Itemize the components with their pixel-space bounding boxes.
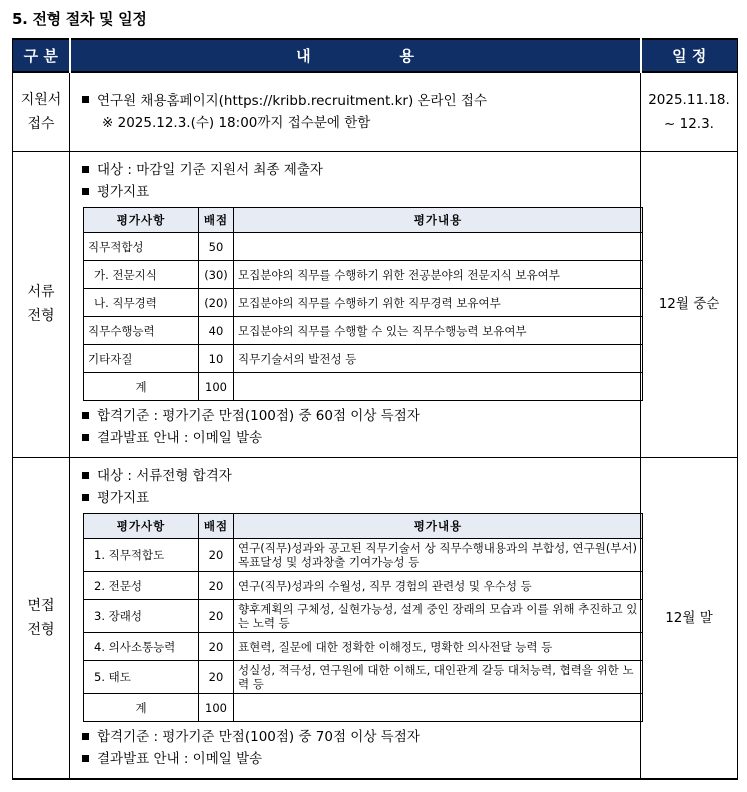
bullet-item: 평가지표: [70, 487, 640, 509]
date-interview: 12월 말: [641, 457, 738, 779]
date-application: 2025.11.18. ~ 12.3.: [641, 72, 738, 151]
header-category: 구 분: [13, 39, 70, 72]
note-text: ※ 2025.12.3.(수) 18:00까지 접수분에 한함: [102, 114, 371, 131]
table-row: 4. 의사소통능력 20 표현력, 질문에 대한 정확한 이해정도, 명확한 의사전달 능력 등: [84, 633, 643, 661]
bullet-icon: [82, 188, 89, 195]
table-row: 1. 직무적합도 20 연구(직무)성과와 공고된 직무기술서 상 직무수행내용과의 부합성, 연구원(부서) 목표달성 및 성과창출 기여가능성 등: [84, 539, 643, 572]
header-schedule: 일 정: [641, 39, 738, 72]
content-interview: [70, 457, 641, 779]
table-row: 3. 장래성 20 향후계획의 구체성, 실현가능성, 설계 중인 장래의 모습과 이를 위해 추진하고 있는 노력 등: [84, 600, 643, 633]
bullet-icon: [82, 166, 89, 173]
document-evaluation-table: [83, 207, 643, 401]
category-document: 서류 전형: [13, 151, 70, 457]
bullet-icon: [82, 733, 89, 740]
table-header-item: 평가사항: [84, 208, 199, 233]
table-header-score: 배점: [199, 208, 234, 233]
row-document: [13, 151, 738, 457]
bullet-item: 결과발표 안내 : 이메일 발송: [70, 748, 640, 770]
table-row-total: 계 100: [84, 694, 643, 722]
table-row: 기타자질 10 직무기술서의 발전성 등: [84, 345, 643, 373]
bullet-item: 연구원 채용홈페이지(https://kribb.recruitment.kr) 온라인 접수: [70, 90, 640, 112]
bullet-icon: [82, 494, 89, 501]
interview-evaluation-table: [83, 513, 643, 722]
content-document: [70, 151, 641, 457]
date-document: 12월 중순: [641, 151, 738, 457]
row-interview: [13, 457, 738, 779]
bullet-item: 합격기준 : 평가기준 만점(100점) 중 60점 이상 득점자: [70, 405, 640, 427]
row-application: [13, 72, 738, 151]
bullet-item: 대상 : 마감일 기준 지원서 최종 제출자: [70, 159, 640, 181]
bullet-item: 평가지표: [70, 181, 640, 203]
table-row: 2. 전문성 20 연구(직무)성과의 수월성, 직무 경험의 관련성 및 우수성 등: [84, 572, 643, 600]
header-row: [13, 39, 738, 72]
section-title: 5. 전형 절차 및 일정: [12, 10, 147, 28]
bullet-icon: [82, 96, 89, 103]
table-header-item: 평가사항: [84, 514, 199, 539]
table-row: 가. 전문지식 (30) 모집분야의 직무를 수행하기 위한 전공분야의 전문지식 보유여부: [84, 261, 643, 289]
table-header-desc: 평가내용: [234, 208, 643, 233]
bullet-icon: [82, 434, 89, 441]
table-header-score: 배점: [199, 514, 234, 539]
category-interview: 면접 전형: [13, 457, 70, 779]
table-row-total: 계 100: [84, 373, 643, 401]
table-row: 직무수행능력 40 모집분야의 직무를 수행할 수 있는 직무수행능력 보유여부: [84, 317, 643, 345]
bullet-item: 대상 : 서류전형 합격자: [70, 465, 640, 487]
schedule-table: [12, 38, 738, 780]
table-row: 5. 태도 20 성실성, 적극성, 연구원에 대한 이해도, 대인관계 갈등 대처능력, 협력을 위한 노력 등: [84, 661, 643, 694]
content-application: [70, 72, 641, 151]
table-header-desc: 평가내용: [234, 514, 643, 539]
bullet-icon: [82, 472, 89, 479]
table-row: 나. 직무경력 (20) 모집분야의 직무를 수행하기 위한 직무경력 보유여부: [84, 289, 643, 317]
header-content: 내 용: [70, 39, 641, 72]
bullet-item: 결과발표 안내 : 이메일 발송: [70, 427, 640, 449]
bullet-item: 합격기준 : 평가기준 만점(100점) 중 70점 이상 득점자: [70, 726, 640, 748]
table-row: 직무적합성 50: [84, 233, 643, 261]
bullet-icon: [82, 412, 89, 419]
bullet-icon: [82, 755, 89, 762]
category-application: 지원서 접수: [13, 72, 70, 151]
